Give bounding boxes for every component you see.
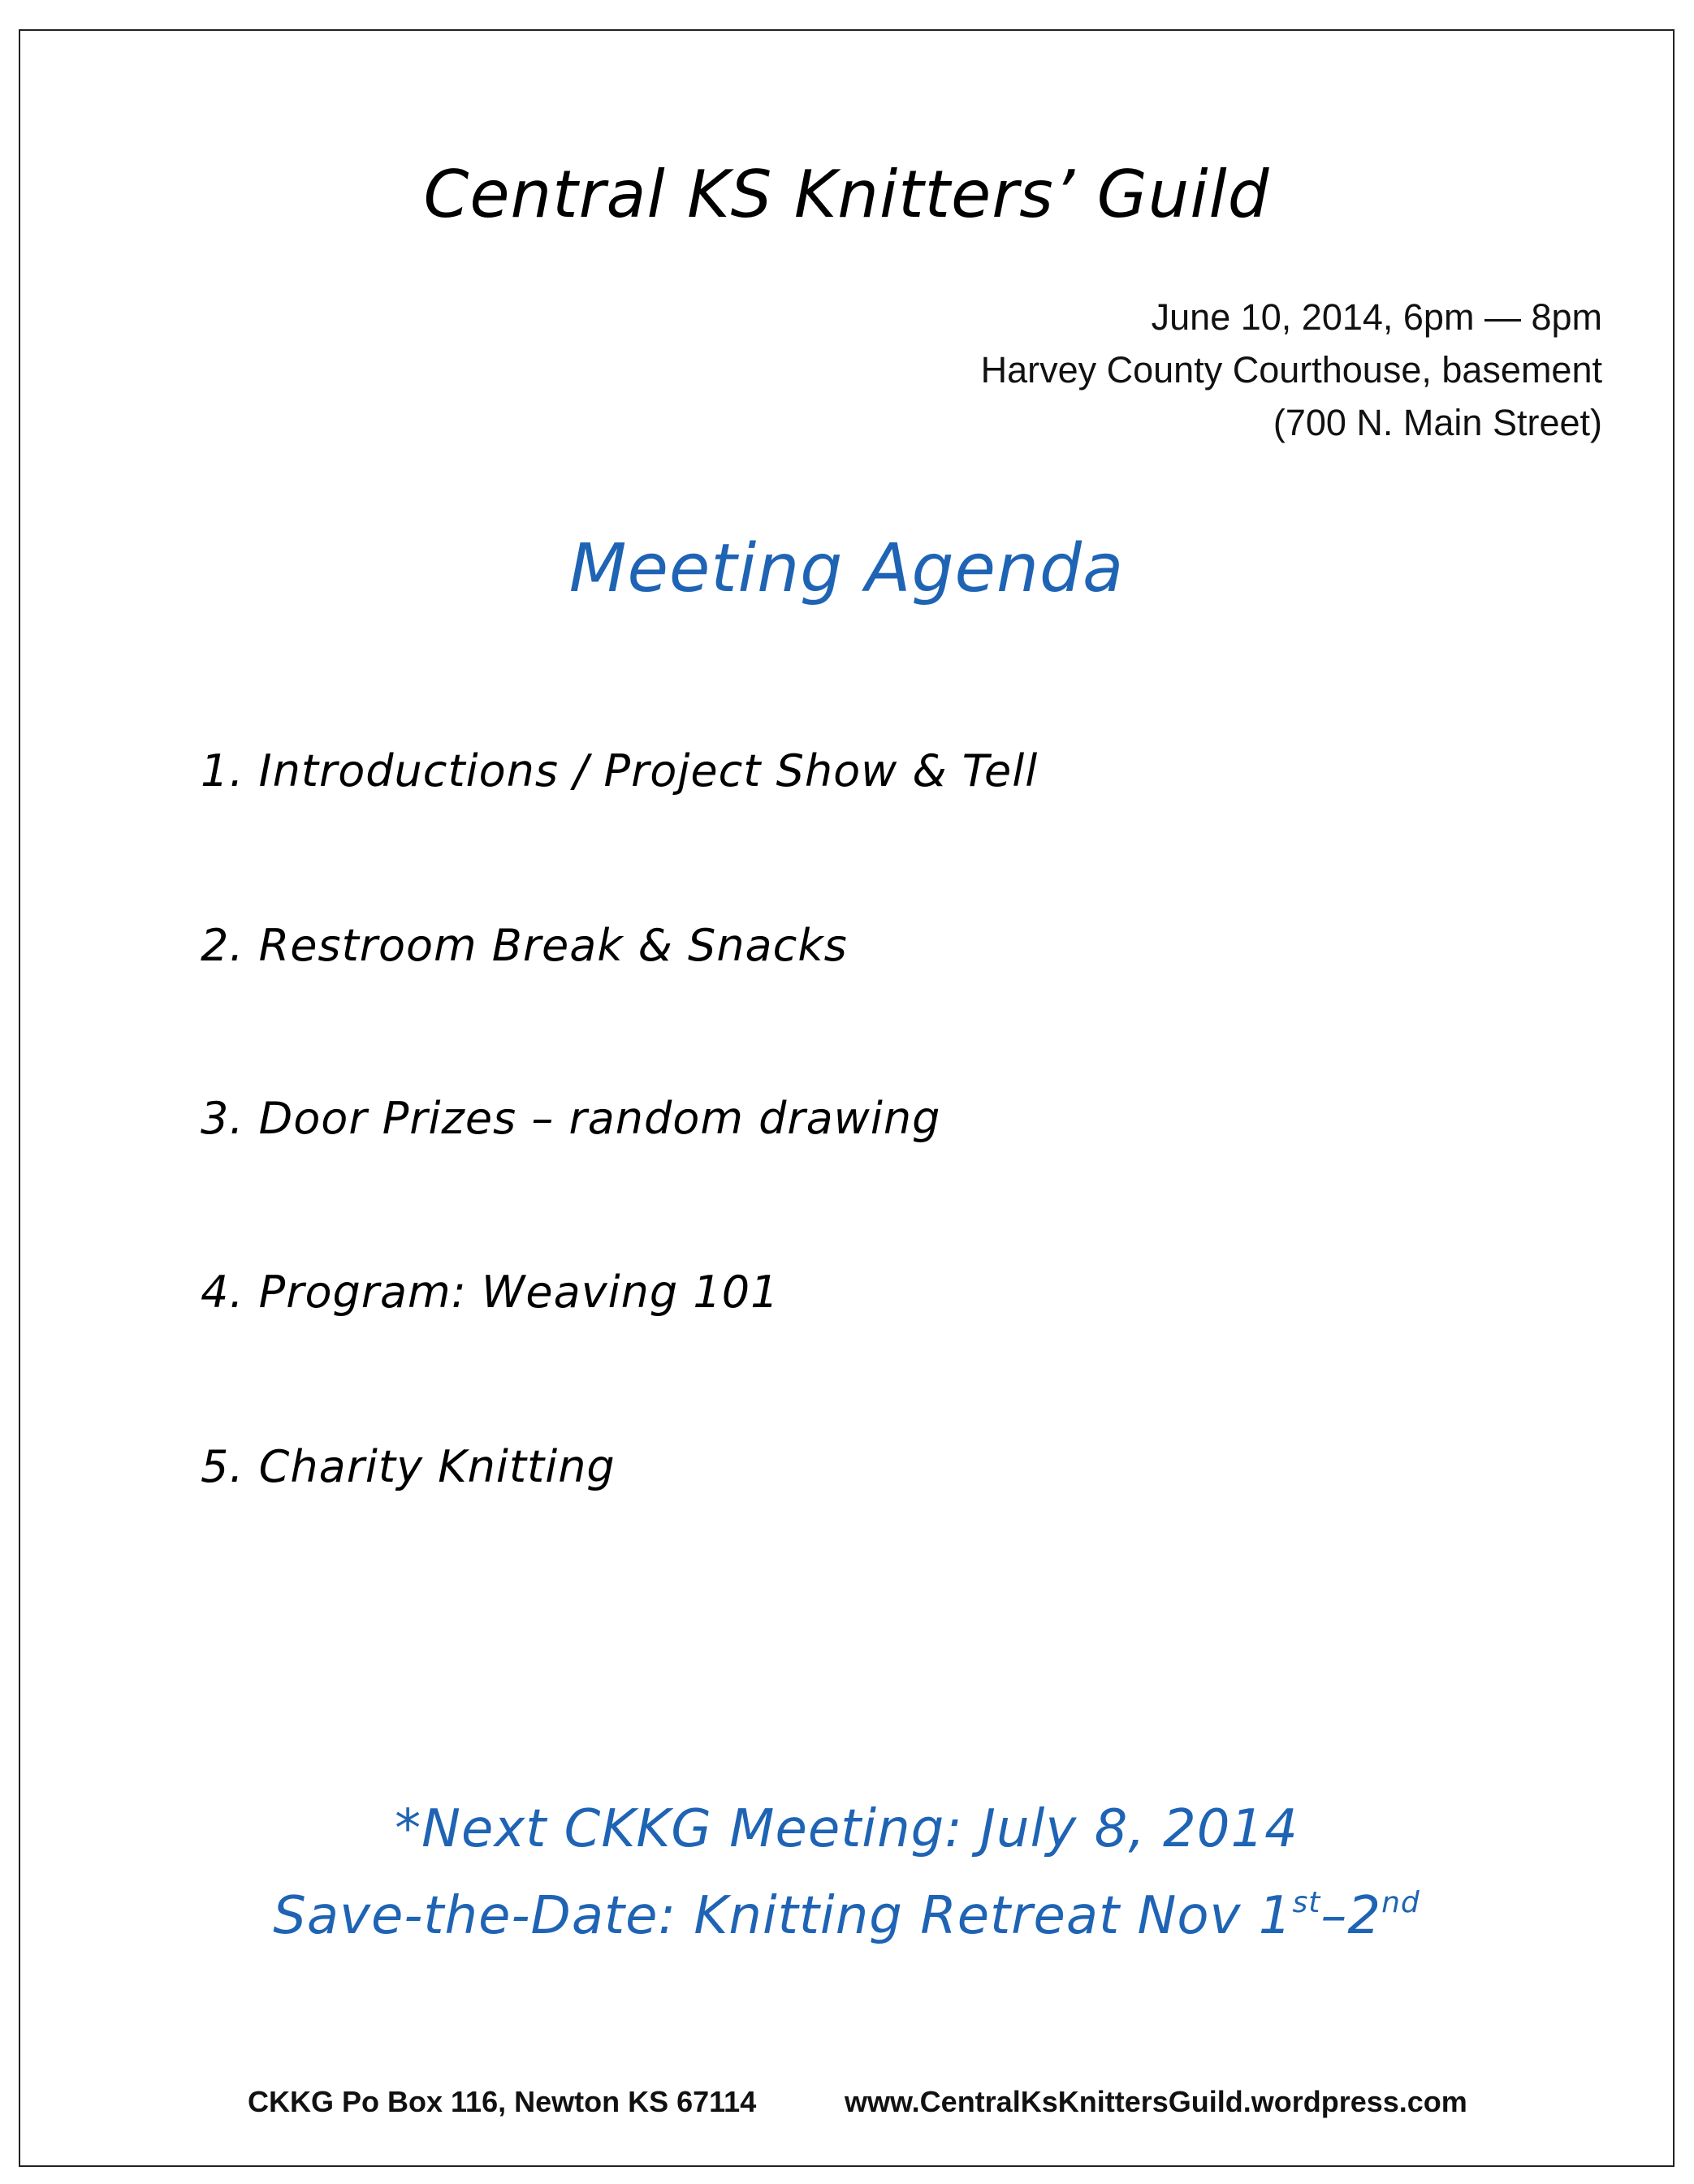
agenda-item: 1. Introductions / Project Show & Tell [201,745,1039,796]
footer-website-link[interactable]: www.CentralKsKnittersGuild.wordpress.com [845,2085,1467,2118]
save-the-date-range: –2 [1320,1886,1382,1946]
next-meeting-notice: *Next CKKG Meeting: July 8, 2014 [395,1799,1299,1859]
ordinal-suffix: nd [1381,1886,1420,1919]
agenda-item: 4. Program: Weaving 101 [201,1267,780,1318]
agenda-item: 3. Door Prizes – random drawing [201,1093,941,1144]
meeting-date-time: June 10, 2014, 6pm — 8pm [1151,296,1602,338]
agenda-item: 2. Restroom Break & Snacks [201,920,848,971]
agenda-heading: Meeting Agenda [568,530,1125,607]
save-the-date-text: Save-the-Date: Knitting Retreat Nov 1 [273,1886,1293,1946]
meeting-address: (700 N. Main Street) [1273,402,1602,443]
ordinal-suffix: st [1292,1886,1321,1919]
meeting-info [981,291,1602,449]
save-the-date-notice [20,1886,1673,1946]
agenda-item: 5. Charity Knitting [201,1441,616,1492]
footer-address: CKKG Po Box 116, Newton KS 67114 [248,2085,757,2118]
meeting-location: Harvey County Courthouse, basement [980,349,1602,391]
document-page [19,29,1675,2167]
guild-title: Central KS Knitters’ Guild [423,157,1270,232]
